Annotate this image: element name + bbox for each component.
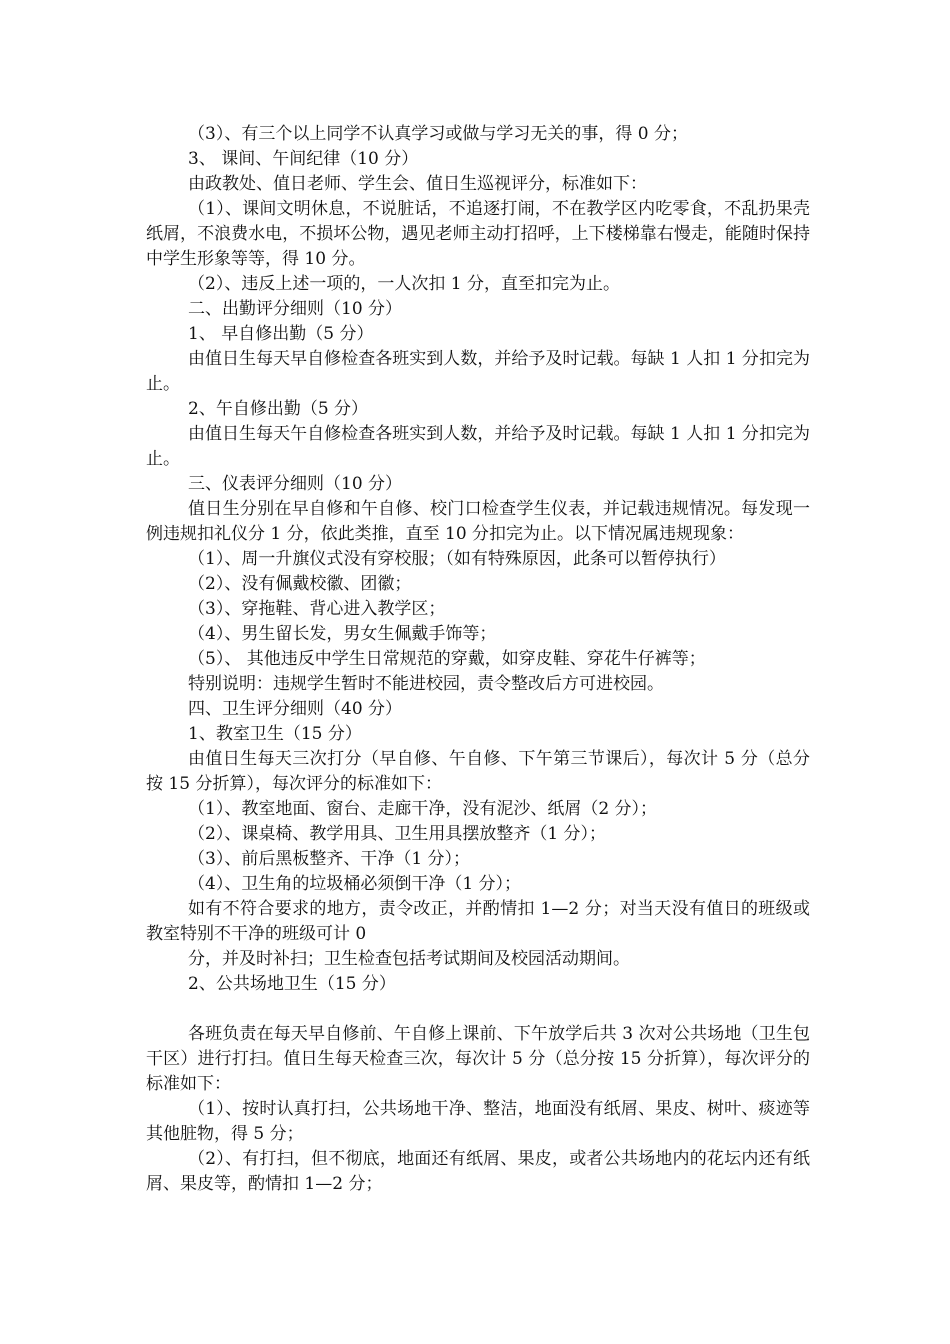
document-body (146, 122, 810, 1197)
paragraph: （1）、课间文明休息，不说脏话，不追逐打闹，不在教学区内吃零食，不乱扔果壳纸屑，不浪费水电，不损坏公物，遇见老师主动打招呼，上下楼梯靠右慢走，能随时保持中学生形象等等，得 10 分。 (146, 199, 810, 269)
list-item: （2）、课桌椅、教学用具、卫生用具摆放整齐（1 分）； (188, 824, 607, 844)
paragraph: （3）、有三个以上同学不认真学习或做与学习无关的事，得 0 分； (188, 124, 688, 144)
list-item: （2）、没有佩戴校徽、团徽； (188, 574, 412, 594)
section-heading: 二、出勤评分细则（10 分） (188, 299, 403, 319)
paragraph: 分，并及时补扫；卫生检查包括考试期间及校园活动期间。 (188, 949, 630, 969)
section-heading: 三、仪表评分细则（10 分） (188, 474, 403, 494)
section-heading: 1、 早自修出勤（5 分） (188, 324, 374, 344)
list-item: （1）、教室地面、窗台、走廊干净，没有泥沙、纸屑（2 分）； (188, 799, 658, 819)
paragraph: 各班负责在每天早自修前、午自修上课前、下午放学后共 3 次对公共场地（卫生包干区）进行打扫。值日生每天检查三次，每次计 5 分（总分按 15 分折算），每次评分的标准如下： (146, 1024, 810, 1094)
paragraph: （1）、按时认真打扫，公共场地干净、整洁，地面没有纸屑、果皮、树叶、痰迹等其他脏物，得 5 分； (146, 1099, 810, 1144)
list-item: （4）、卫生角的垃圾桶必须倒干净（1 分）； (188, 874, 522, 894)
list-item: （1）、周一升旗仪式没有穿校服；（如有特殊原因，此条可以暂停执行） (188, 549, 726, 569)
section-heading: 2、公共场地卫生（15 分） (188, 974, 396, 994)
paragraph: （2）、有打扫，但不彻底，地面还有纸屑、果皮，或者公共场地内的花坛内还有纸屑、果皮等，酌情扣 1—2 分； (146, 1149, 810, 1194)
paragraph: 特别说明：违规学生暂时不能进校园，责令整改后方可进校园。 (188, 674, 664, 694)
paragraph: 由值日生每天午自修检查各班实到人数，并给予及时记载。每缺 1 人扣 1 分扣完为止。 (146, 424, 810, 469)
list-item: （5）、 其他违反中学生日常规范的穿戴，如穿皮鞋、穿花牛仔裤等； (188, 649, 706, 669)
list-item: （3）、穿拖鞋、背心进入教学区； (188, 599, 446, 619)
paragraph: 由政教处、值日老师、学生会、值日生巡视评分，标准如下： (188, 174, 647, 194)
blank-line (146, 997, 810, 1022)
paragraph: （2）、违反上述一项的，一人次扣 1 分，直至扣完为止。 (188, 274, 620, 294)
paragraph: 如有不符合要求的地方，责令改正，并酌情扣 1—2 分；对当天没有值日的班级或教室特别不干净的班级可计 0 (146, 899, 810, 944)
section-heading: 1、教室卫生（15 分） (188, 724, 362, 744)
paragraph: 由值日生每天三次打分（早自修、午自修、下午第三节课后），每次计 5 分（总分按 15 分折算），每次评分的标准如下： (146, 749, 810, 794)
section-heading: 四、卫生评分细则（40 分） (188, 699, 403, 719)
section-heading: 2、午自修出勤（5 分） (188, 399, 369, 419)
paragraph: 值日生分别在早自修和午自修、校门口检查学生仪表，并记载违规情况。每发现一例违规扣礼仪分 1 分，依此类推，直至 10 分扣完为止。以下情况属违规现象： (146, 499, 810, 544)
list-item: （3）、前后黑板整齐、干净（1 分）； (188, 849, 471, 869)
section-heading: 3、 课间、午间纪律（10 分） (188, 149, 419, 169)
paragraph: 由值日生每天早自修检查各班实到人数，并给予及时记载。每缺 1 人扣 1 分扣完为止。 (146, 349, 810, 394)
list-item: （4）、男生留长发，男女生佩戴手饰等； (188, 624, 497, 644)
